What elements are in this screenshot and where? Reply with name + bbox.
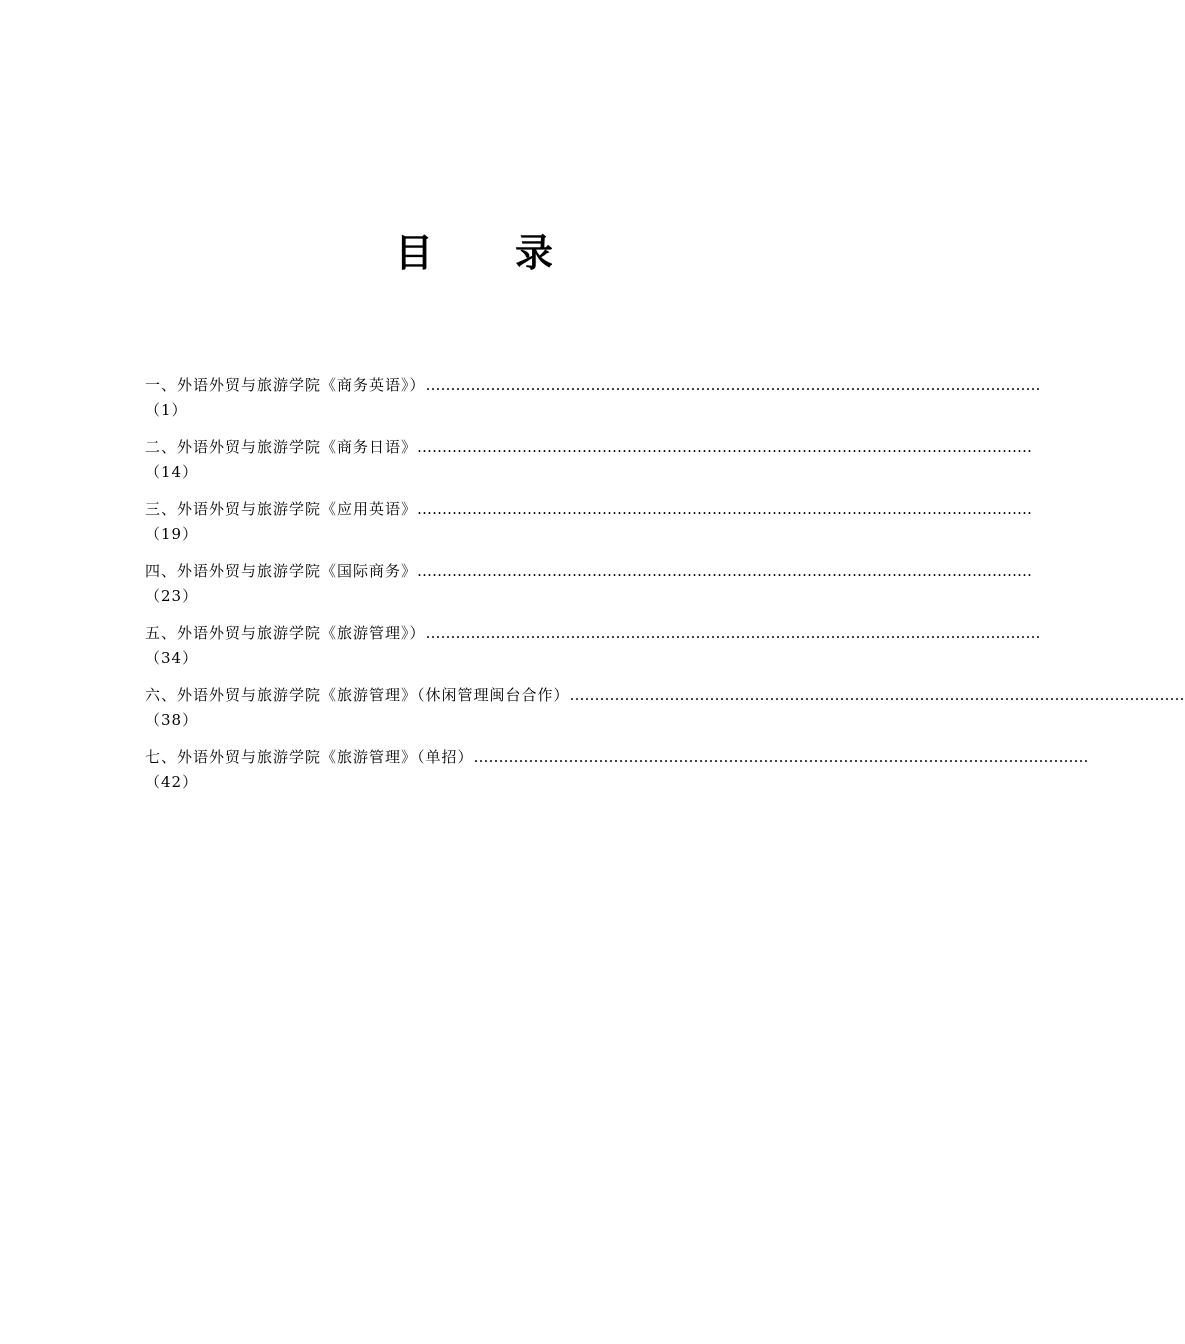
- toc-leader-dots: ……………………………………………………………………………………………………………: [417, 500, 1033, 518]
- toc-entry-text: 四、外语外贸与旅游学院《国际商务》: [145, 562, 418, 580]
- toc-entry-3[interactable]: [145, 496, 1033, 558]
- toc-leader-dots: ……………………………………………………………………………………………………………: [425, 624, 1041, 642]
- toc-title-char-2: 录: [515, 231, 556, 275]
- toc-entry-text: 六、外语外贸与旅游学院《旅游管理》（休闲管理闽台合作）: [145, 686, 570, 704]
- toc-entry-7[interactable]: [145, 744, 1089, 806]
- toc-entry-1[interactable]: [145, 372, 1041, 434]
- toc-page-number: （19）: [145, 525, 199, 543]
- toc-page-number: （38）: [145, 711, 199, 729]
- toc-leader-dots: ……………………………………………………………………………………………………………: [417, 562, 1033, 580]
- toc-leader-dots: ……………………………………………………………………………………………………………: [425, 376, 1041, 394]
- toc-page-number: （42）: [145, 773, 199, 791]
- toc-list: [145, 372, 1185, 806]
- toc-title-char-1: 目: [394, 231, 435, 275]
- toc-page-number: （23）: [145, 587, 199, 605]
- toc-leader-dots: ……………………………………………………………………………………………………………: [473, 748, 1089, 766]
- toc-entry-2[interactable]: [145, 434, 1033, 496]
- toc-entry-4[interactable]: [145, 558, 1033, 620]
- toc-entry-text: 七、外语外贸与旅游学院《旅游管理》（单招）: [145, 748, 474, 766]
- toc-page-number: （34）: [145, 649, 199, 667]
- toc-entry-text: 一、外语外贸与旅游学院《商务英语》）: [145, 376, 426, 394]
- toc-entry-text: 五、外语外贸与旅游学院《旅游管理》）: [145, 624, 426, 642]
- toc-page-number: （1）: [145, 401, 188, 419]
- toc-entry-5[interactable]: [145, 620, 1041, 682]
- toc-page-number: （14）: [145, 463, 199, 481]
- toc-leader-dots: ……………………………………………………………………………………………………………: [569, 686, 1185, 704]
- toc-title: [0, 228, 950, 278]
- toc-entry-text: 三、外语外贸与旅游学院《应用英语》: [145, 500, 418, 518]
- toc-leader-dots: ……………………………………………………………………………………………………………: [417, 438, 1033, 456]
- toc-entry-6[interactable]: [145, 682, 1185, 744]
- toc-entry-text: 二、外语外贸与旅游学院《商务日语》: [145, 438, 418, 456]
